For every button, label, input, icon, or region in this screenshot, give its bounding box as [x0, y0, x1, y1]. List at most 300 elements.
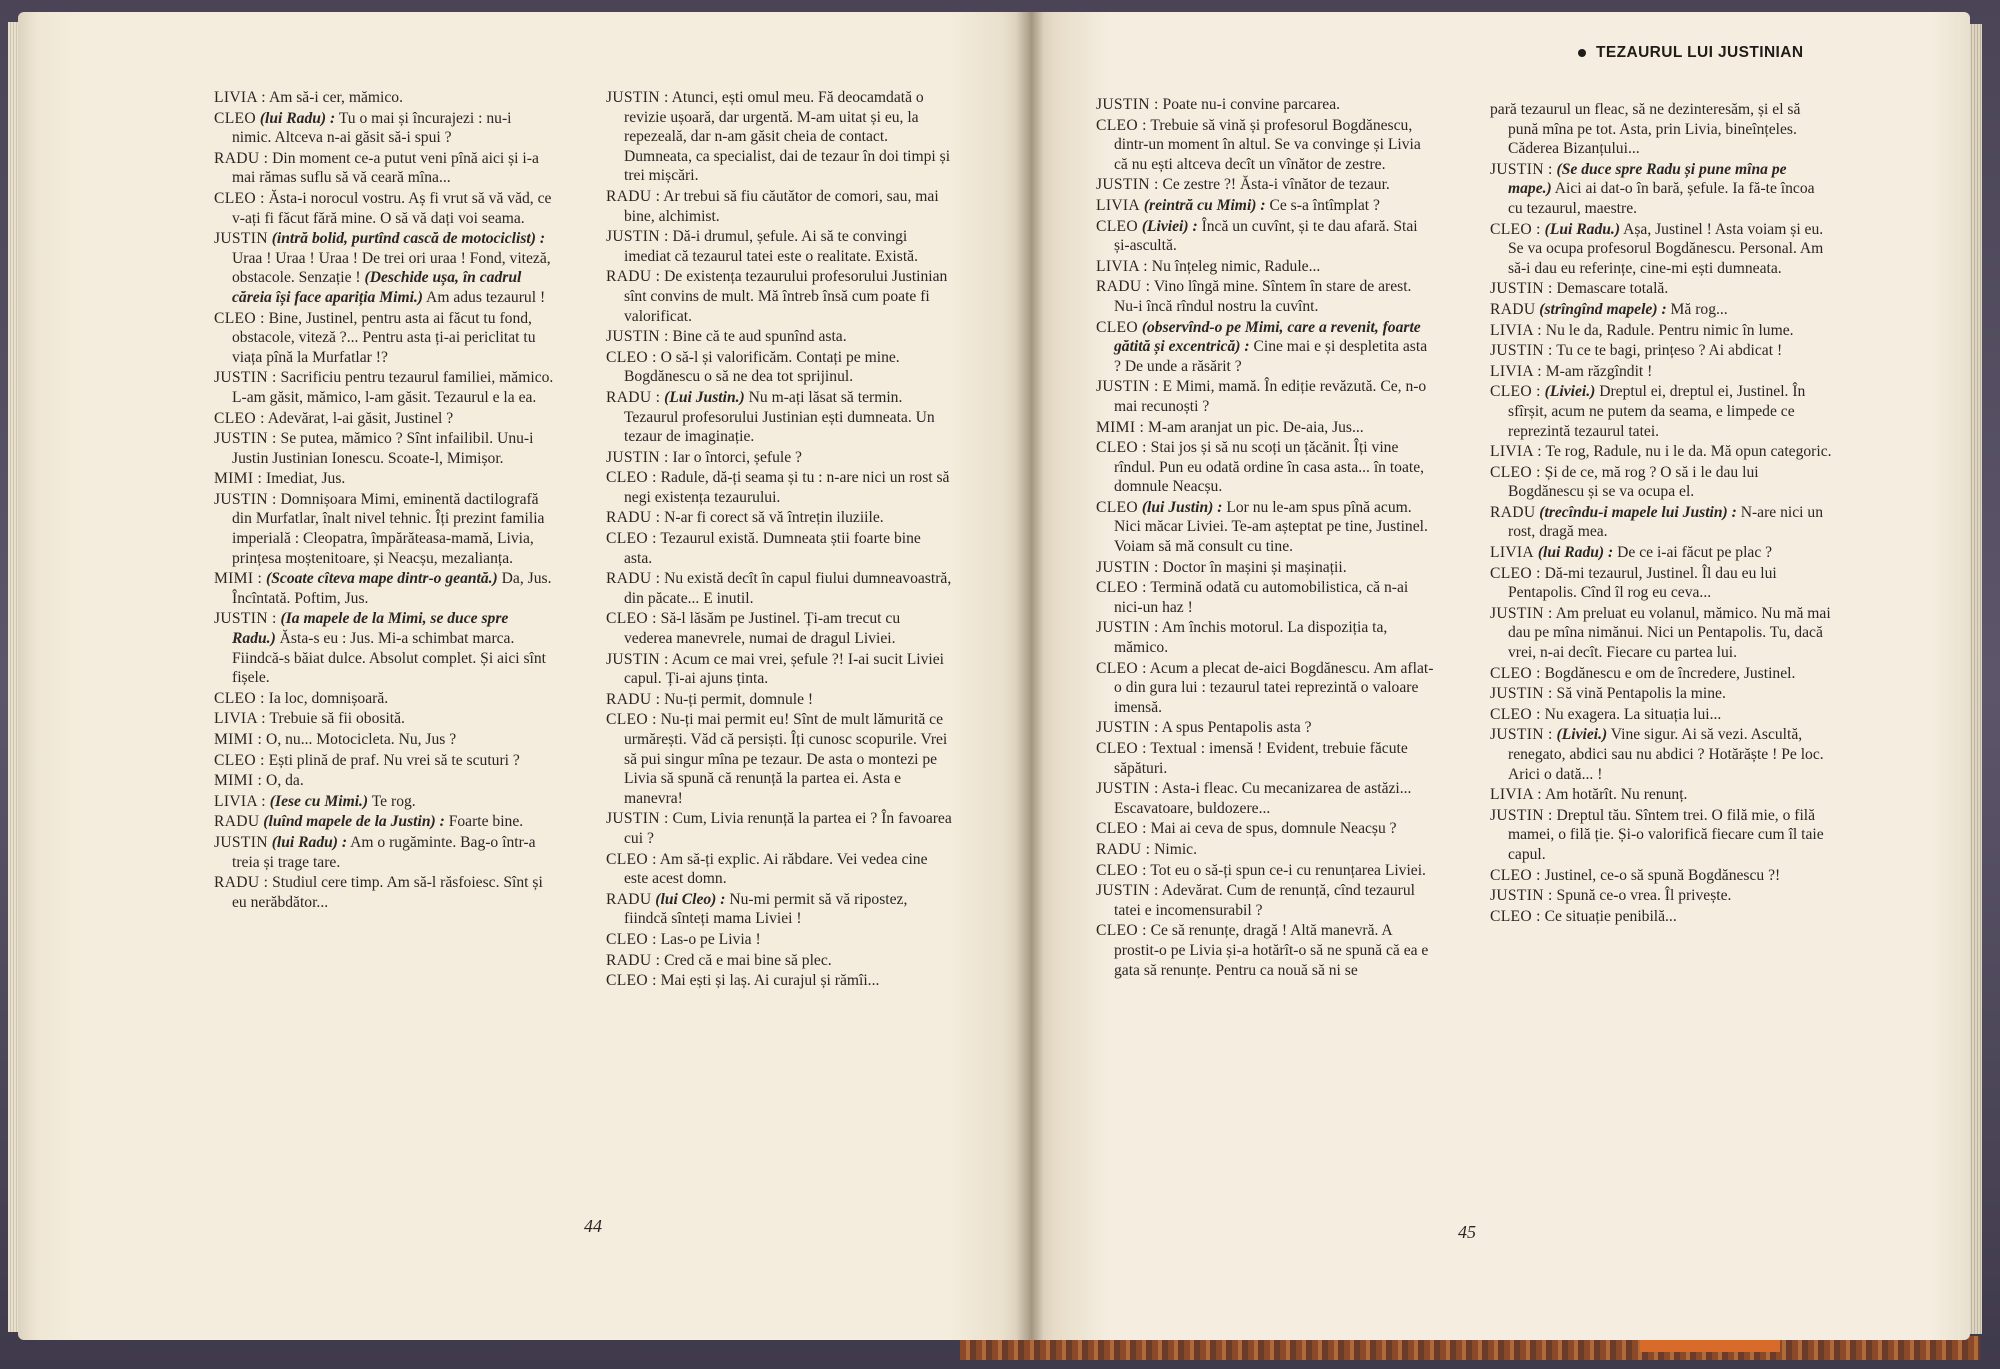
dialogue-line [606, 710, 952, 808]
stage-direction: (lui Justin) : [1137, 498, 1223, 516]
dialogue-text: Trebuie să vină și profesorul Bogdănescu, dintr-un moment în altul. Se va convinge și Livia că nu ești altceva decît un vînător de zestre. [1114, 116, 1421, 173]
dialogue-line [214, 88, 554, 108]
dialogue-text: Stai jos și să nu scoți un țăcănit. Îți vine rîndul. Pun eu odată ordine în casa asta... în toate, domnule Neacșu. [1114, 439, 1425, 496]
speaker-name: CLEO : [1490, 383, 1541, 401]
dialogue-text: Te rog. [368, 792, 416, 810]
dialogue-line [606, 448, 952, 468]
dialogue-line [606, 508, 952, 528]
dialogue-text: Sacrificiu pentru tezaurul familiei, mămico. L-am găsit, mămico, l-am găsit. Tezaurul e la ea. [232, 369, 554, 406]
dialogue-line [606, 609, 952, 648]
speaker-name: JUSTIN : [606, 810, 669, 828]
dialogue-line [214, 490, 554, 568]
speaker-name: JUSTIN : [1096, 619, 1159, 637]
dialogue-text: Poate nu-i convine parcarea. [1158, 96, 1341, 113]
dialogue-line [1096, 418, 1436, 438]
dialogue-text: Am preluat eu volanul, mămico. Nu mă mai dau pe mîna nimănui. Nici un Pentapolis. Tu, dacă vrei, n-ai decît. Fiecare cu partea lui. [1508, 604, 1831, 662]
dialogue-text: Cine mai e și despletita asta ? De unde a răsărit ? [1114, 338, 1428, 375]
speaker-name: CLEO : [1096, 116, 1147, 134]
speaker-name: JUSTIN : [1490, 887, 1553, 905]
dialogue-line [214, 689, 554, 709]
speaker-name: MIMI : [214, 470, 263, 488]
dialogue-line [1490, 300, 1832, 320]
dialogue-text: Iar o întorci, șefule ? [668, 448, 802, 466]
dialogue-line [214, 149, 554, 188]
dialogue-text: Tot eu o să-ți spun ce-i cu renunțarea Liviei. [1146, 861, 1426, 879]
speaker-name: CLEO [1096, 498, 1138, 516]
dialogue-text: Trebuie să fii obosită. [265, 710, 405, 728]
speaker-name: CLEO : [606, 711, 657, 729]
speaker-name: LIVIA [1096, 196, 1140, 214]
speaker-name: LIVIA : [1096, 257, 1148, 275]
dialogue-line [1096, 819, 1436, 839]
stage-direction: (intră bolid, purtînd cască de motociclist) : [267, 230, 546, 248]
speaker-name: CLEO : [606, 530, 657, 548]
dialogue-line [1490, 705, 1832, 725]
dialogue-text: Am să-i dau eu referințe, cine-mi ești dumneata. [1508, 240, 1824, 277]
speaker-name: LIVIA : [1490, 362, 1542, 380]
speaker-name: RADU [1490, 300, 1536, 318]
dialogue-text: Să-l lăsăm pe Justinel. Ți-am trecut cu vederea manevrele, numai de dragul Liviei. [624, 610, 901, 648]
dialogue-line [214, 709, 554, 729]
dialogue-line [214, 229, 554, 307]
dialogue-text: Ia loc, domnișoară. [264, 689, 389, 707]
dialogue-line [1490, 362, 1832, 382]
dialogue-text: Spună ce-o vrea. Îl privește. [1552, 887, 1732, 905]
dialogue-line [1490, 866, 1832, 886]
dialogue-text: Ar trebui să fiu căutător de comori, sau, mai bine, alchimist. [624, 187, 939, 225]
dialogue-text: Am o rugăminte. Bag-o într-a treia și trage tare. [232, 833, 536, 871]
dialogue-text: Absolut complet. Și aici sînt fișele. [232, 649, 547, 687]
speaker-name: CLEO : [1096, 659, 1147, 677]
dialogue-line [606, 227, 952, 266]
dialogue-text: Da, Jus. Încîntată. [232, 570, 552, 607]
speaker-name: RADU : [606, 268, 661, 286]
speaker-name: MIMI : [214, 772, 263, 790]
dialogue-line [214, 189, 554, 228]
dialogue-line [214, 368, 554, 407]
dialogue-line [214, 812, 554, 832]
dialogue-text: Ce s-a întîmplat ? [1265, 196, 1380, 214]
dialogue-line [1490, 382, 1832, 441]
dialogue-text: Așa, Justinel ! Asta voiam și eu. Se va ocupa profesorul Bogdănescu. Personal. [1508, 220, 1824, 258]
dialogue-text: Cum, Livia renunță la partea ei ? În favoarea cui ? [624, 810, 952, 847]
dialogue-text: Tu o mai și încurajezi : nu-i nimic. Altceva n-ai găsit să-i spui ? [232, 109, 512, 147]
text-column-4 [1490, 100, 1832, 927]
stage-direction: (lui Radu) : [1533, 544, 1614, 562]
dialogue-line [1490, 806, 1832, 865]
dialogue-text: De existența tezaurului profesorului Justinian sînt convins de mult. Mă întreb însă cum poate fi valorificat. [624, 268, 948, 325]
dialogue-text: Imediat, Jus. [262, 470, 346, 488]
speaker-name: JUSTIN : [1490, 685, 1553, 703]
dialogue-text: Am adus tezaurul ! [423, 288, 546, 306]
dialogue-text: De ce i-ai făcut pe plac ? [1613, 544, 1773, 562]
dialogue-text: Am să-ți explic. Ai răbdare. Vei vedea cine este acest domn. [624, 850, 928, 888]
dialogue-line [606, 388, 952, 447]
dialogue-text: Foarte bine. [444, 813, 524, 831]
dialogue-text: Mai ai ceva de spus, domnule Neacșu ? [1146, 820, 1397, 838]
speaker-name: LIVIA : [1490, 786, 1542, 804]
dialogue-line [1490, 279, 1832, 299]
dialogue-line [1096, 438, 1436, 497]
speaker-name: CLEO [214, 109, 256, 127]
bullet-icon [1578, 49, 1586, 57]
speaker-name: CLEO [1096, 318, 1138, 336]
dialogue-line [1490, 543, 1832, 563]
dialogue-text: O, nu... Motocicleta. Nu, Jus ? [262, 731, 457, 748]
dialogue-text: Las-o pe Livia ! [656, 930, 761, 948]
speaker-name: LIVIA [1490, 544, 1534, 562]
dialogue-line [1490, 785, 1832, 805]
dialogue-text: Se putea, mămico ? Sînt infailibil. Unu-i Justin Justinian Ionescu. Scoate-l, Mimișor. [232, 430, 534, 467]
dialogue-line [1096, 881, 1436, 920]
speaker-name: CLEO : [1096, 861, 1147, 879]
stage-direction: (luînd mapele de la Justin) : [259, 813, 445, 831]
speaker-name: JUSTIN : [1490, 342, 1553, 360]
speaker-name: LIVIA : [214, 792, 266, 810]
dialogue-text: Bine, Justinel, pentru asta ai făcut tu fond, obstacole, viteză ?... Pentru asta ți-ai periclitat tu viața pînă la Murfatlar !? [232, 309, 536, 366]
stage-direction: (strîngînd mapele) : [1535, 300, 1667, 318]
dialogue-text: Încă un cuvînt, și te dau afară. Stai și-ascultă. [1114, 217, 1418, 255]
dialogue-text: Ăsta-s eu : Jus. Mi-a schimbat marca. Fiindcă-s băiat dulce. [232, 630, 515, 667]
speaker-name: JUSTIN : [606, 228, 669, 246]
speaker-name: CLEO : [1490, 220, 1541, 238]
speaker-name: JUSTIN : [1096, 96, 1159, 113]
speaker-name: CLEO : [1096, 439, 1147, 457]
stage-direction: (Deschide ușa, în cadrul căreia își face apariția Mimi.) [232, 269, 522, 306]
dialogue-line [1490, 886, 1832, 906]
dialogue-line [1490, 220, 1832, 279]
dialogue-text: Aici ai dat-o în bară, șefule. [1551, 180, 1729, 198]
speaker-name: CLEO : [606, 610, 657, 628]
dialogue-text: E Mimi, mamă. În ediție revăzută. Ce, n-o mai recunoști ? [1114, 378, 1427, 415]
dialogue-line [1096, 318, 1436, 377]
dialogue-line [1490, 160, 1832, 219]
speaker-name: JUSTIN [214, 230, 268, 248]
dialogue-line [214, 730, 554, 750]
speaker-name: JUSTIN : [1096, 780, 1159, 798]
dialogue-text: N-ar fi corect să vă întrețin iluziile. [660, 509, 884, 527]
speaker-name: JUSTIN : [1096, 176, 1159, 194]
dialogue-line [1096, 175, 1436, 195]
dialogue-text: M-am aranjat un pic. De-aia, Jus... [1144, 418, 1364, 436]
dialogue-text: Nu m-ați lăsat să termin. [744, 388, 903, 406]
dialogue-text: Asta-i fleac. Cu mecanizarea de astăzi... Escavatoare, buldozere... [1114, 780, 1412, 817]
dialogue-text: Ce să renunțe, dragă ! Altă manevră. A prostit-o pe Livia și-a hotărît-o să ne spună că ea e gata să renunțe. Pentru ca nouă să ni se [1114, 922, 1429, 979]
speaker-name: LIVIA : [1490, 321, 1542, 339]
dialogue-line [1096, 739, 1436, 778]
dialogue-text: Ia fă-te încoa cu tezaurul, maestre. [1508, 180, 1815, 217]
speaker-name: JUSTIN : [214, 610, 277, 628]
speaker-name: RADU : [606, 690, 661, 708]
dialogue-line [214, 833, 554, 872]
stage-direction: (Ia mapele de la Mimi, se duce spre Radu.) [232, 610, 509, 648]
dialogue-text: Studiul cere timp. Am să-l răsfoiesc. Sînt și eu nerăbdător... [232, 874, 543, 911]
dialogue-line [1096, 718, 1436, 738]
dialogue-line [1096, 558, 1436, 578]
dialogue-text: Am închis motorul. La dispoziția ta, mămico. [1114, 619, 1388, 657]
speaker-name: JUSTIN : [1096, 719, 1159, 737]
dialogue-line [606, 890, 952, 929]
dialogue-line [606, 327, 952, 347]
speaker-name: CLEO : [1490, 907, 1541, 925]
stage-direction: (Liviei) : [1137, 217, 1198, 235]
speaker-name: CLEO : [214, 309, 265, 327]
speaker-name: CLEO : [1490, 705, 1541, 723]
speaker-name: MIMI : [1096, 418, 1145, 436]
dialogue-text: Nu exagera. La situația lui... [1540, 705, 1722, 723]
dialogue-line [1490, 503, 1832, 542]
speaker-name: RADU : [214, 874, 269, 892]
speaker-name: RADU : [606, 951, 661, 969]
dialogue-text: Nimic. [1150, 840, 1197, 858]
speaker-name: JUSTIN : [214, 430, 277, 448]
speaker-name: JUSTIN : [606, 89, 669, 106]
dialogue-text: Am hotărît. Nu renunț. [1541, 786, 1688, 804]
dialogue-text: Adevărat, l-ai găsit, Justinel ? [264, 409, 454, 427]
dialogue-line [214, 751, 554, 771]
dialogue-line [1096, 217, 1436, 256]
speaker-name: LIVIA : [1490, 443, 1542, 461]
dialogue-text: Radule, dă-ți seama și tu : n-are nici un rost să negi existența tezaurului. [624, 469, 950, 506]
dialogue-text: Și de ce, mă rog ? O să i le dau lui Bogdănescu și se va ocupa el. [1508, 463, 1759, 501]
dialogue-line [606, 930, 952, 950]
dialogue-text: Nu-ți permit, domnule ! [660, 690, 814, 708]
dialogue-text: Tezaurul există. Dumneata știi foarte bine asta. [624, 530, 921, 567]
dialogue-line [606, 529, 952, 568]
dialogue-line [606, 809, 952, 848]
text-column-3 [1096, 95, 1436, 981]
dialogue-line [606, 468, 952, 507]
speaker-name: CLEO : [1096, 579, 1147, 597]
speaker-name: CLEO : [1096, 922, 1147, 940]
dialogue-line [1490, 341, 1832, 361]
speaker-name: CLEO : [214, 409, 265, 427]
speaker-name: JUSTIN : [606, 328, 669, 346]
dialogue-text: Uraa ! Uraa ! Uraa ! De trei ori uraa ! Fond, viteză, obstacole. Senzație ! [232, 249, 551, 287]
dialogue-text: Nu le da, Radule. Pentru nimic în lume. [1541, 321, 1794, 339]
dialogue-text: Tezaurul profesorului Justinian ești dumneata. Un tezaur de imaginație. [624, 408, 935, 446]
dialogue-text: Nu înțeleg nimic, Radule... [1147, 257, 1321, 275]
stage-direction: (lui Cleo) : [651, 890, 726, 908]
dialogue-line [1096, 779, 1436, 818]
speaker-name: RADU : [606, 509, 661, 527]
stage-direction: (Iese cu Mimi.) [265, 792, 369, 810]
dialogue-line [1490, 442, 1832, 462]
dialogue-text: Ce situație penibilă... [1540, 907, 1677, 925]
dialogue-text: O, da. [262, 772, 304, 790]
speaker-name: JUSTIN : [1490, 280, 1553, 298]
text-column-2 [606, 88, 952, 992]
dialogue-line [214, 409, 554, 429]
dialogue-line [1096, 840, 1436, 860]
speaker-name: CLEO [1096, 217, 1138, 235]
dialogue-line [606, 88, 952, 186]
dialogue-line [606, 690, 952, 710]
speaker-name: JUSTIN : [1096, 378, 1159, 396]
dialogue-line [606, 850, 952, 889]
speaker-name: RADU [606, 890, 652, 908]
dialogue-text: Textual : imensă ! Evident, trebuie făcute săpături. [1114, 740, 1408, 777]
speaker-name: CLEO : [1096, 820, 1147, 838]
speaker-name: CLEO : [214, 751, 265, 769]
page-number-left: 44 [584, 1216, 602, 1236]
speaker-name: CLEO : [1490, 463, 1541, 481]
dialogue-text: Ascultă, renegato, abdici sau nu abdici ? Hotărăște ! Pe loc. Arici o dată... ! [1508, 726, 1824, 783]
speaker-name: CLEO : [606, 930, 657, 948]
speaker-name: RADU : [214, 149, 269, 167]
stage-direction: (Liviei.) [1540, 383, 1596, 401]
dialogue-line [214, 873, 554, 912]
dialogue-line [606, 569, 952, 608]
speaker-name: JUSTIN : [1096, 558, 1159, 576]
speaker-name: CLEO : [1096, 740, 1147, 757]
dialogue-line [214, 771, 554, 791]
dialogue-line [1096, 659, 1436, 718]
dialogue-line [214, 609, 554, 687]
dialogue-line [606, 951, 952, 971]
dialogue-line [1096, 116, 1436, 175]
dialogue-text: O să-l și valorificăm. Contați pe mine. Bogdănescu o să ne dea tot sprijinul. [624, 348, 900, 386]
dialogue-line [1096, 861, 1436, 881]
dialogue-text: Termină odată cu automobilistica, că n-ai nici-un haz ! [1114, 579, 1409, 616]
dialogue-line [1490, 725, 1832, 784]
dialogue-text: Cred că e mai bine să plec. [660, 951, 832, 969]
speaker-name: LIVIA : [214, 710, 266, 728]
dialogue-text: Poftim, Jus. [290, 589, 369, 607]
dialogue-text: M-am răzgîndit ! [1541, 362, 1653, 380]
dialogue-text: Lor nu le-am spus pînă acum. Nici măcar Liviei. Te-am așteptat pe tine, Justinel. Voiam să mă consult cu tine. [1114, 498, 1428, 556]
stage-direction: (Lui Justin.) [660, 388, 745, 406]
speaker-name: JUSTIN : [1490, 160, 1553, 178]
dialogue-line [1490, 100, 1832, 159]
dialogue-text: pară tezaurul un fleac, să ne dezinteresăm, și el să pună mîna pe tot. Asta, prin Livia, bineînțeles. Căderea Bizanțului... [1490, 101, 1801, 158]
dialogue-line [214, 569, 554, 608]
dialogue-line [1096, 578, 1436, 617]
dialogue-line [1490, 664, 1832, 684]
dialogue-line [1490, 321, 1832, 341]
dialogue-line [1490, 564, 1832, 603]
speaker-name: RADU : [1096, 840, 1151, 858]
dialogue-line [214, 109, 554, 148]
dialogue-text: Adevărat. Cum de renunță, cînd tezaurul tatei e incomensurabil ? [1114, 882, 1415, 919]
stage-direction: (reintră cu Mimi) : [1139, 196, 1266, 214]
speaker-name: CLEO : [606, 469, 657, 487]
stage-direction: (Scoate cîteva mape dintr-o geantă.) [262, 570, 498, 588]
stage-direction: (lui Radu) : [255, 109, 336, 127]
dialogue-text: Dă-i drumul, șefule. Ai să te convingi imediat că tezaurul tatei este o realitate. Există. [624, 228, 918, 265]
speaker-name: RADU : [1096, 278, 1151, 296]
dialogue-text: Din moment ce-a putut veni pînă aici și i-a mai rămas suflu să vă ceară mîna... [232, 149, 539, 187]
speaker-name: JUSTIN : [606, 650, 669, 668]
speaker-name: JUSTIN : [1490, 604, 1553, 622]
stage-direction: (lui Radu) : [267, 833, 348, 851]
dialogue-line [1096, 921, 1436, 980]
dialogue-text: Nu-mi permit să vă ripostez, fiindcă sînteți mama Liviei ! [624, 890, 908, 928]
dialogue-text: Atunci, ești omul meu. Fă deocamdată o revizie ușoară, dar urgentă. M-am uitat și eu, la repezeală, dar n-am găsit cheia de contact. Dumneata, ca specialist, dai de tezaur în doi timpi și trei mișcări. [624, 89, 951, 185]
text-column-1 [214, 88, 554, 913]
dialogue-line [1096, 498, 1436, 557]
dialogue-line [1096, 257, 1436, 277]
dialogue-line [606, 650, 952, 689]
dialogue-text: Doctor în mașini și mașinații. [1158, 558, 1347, 576]
dialogue-line [214, 309, 554, 368]
stage-direction: (observînd-o pe Mimi, care a revenit, foarte gătită și excentrică) : [1114, 318, 1421, 356]
speaker-name: CLEO : [606, 348, 657, 366]
page-number-right: 45 [1458, 1222, 1476, 1242]
dialogue-text: Demascare totală. [1552, 280, 1669, 298]
dialogue-text: Justinel, ce-o să spună Bogdănescu ?! [1540, 866, 1781, 884]
dialogue-line [1096, 95, 1436, 115]
dialogue-text: Tu ce te bagi, prințeso ? Ai abdicat ! [1552, 342, 1783, 360]
dialogue-line [214, 429, 554, 468]
dialogue-text: Mai ești și laș. Ai curajul și rămîi... [656, 972, 880, 990]
dialogue-line [606, 348, 952, 387]
dialogue-line [214, 469, 554, 489]
dialogue-text: A spus Pentapolis asta ? [1158, 719, 1312, 737]
speaker-name: JUSTIN : [1096, 882, 1159, 900]
speaker-name: JUSTIN : [1490, 726, 1553, 744]
speaker-name: CLEO : [606, 850, 657, 868]
dialogue-line [214, 792, 554, 812]
book-gutter [1016, 12, 1044, 1340]
dialogue-text: Să vină Pentapolis la mine. [1552, 685, 1726, 703]
dialogue-line [1096, 277, 1436, 316]
dialogue-line [606, 971, 952, 991]
dialogue-text: Dreptul ei, dreptul ei, Justinel. [1595, 383, 1789, 401]
speaker-name: MIMI : [214, 570, 263, 588]
dialogue-text: Nu există decît în capul fiului dumneavoastră, din păcate... E inutil. [624, 570, 952, 607]
dialogue-text: N-are nici un rost, dragă mea. [1508, 503, 1823, 541]
speaker-name: JUSTIN [214, 833, 268, 851]
dialogue-line [1490, 907, 1832, 927]
speaker-name: CLEO : [606, 972, 657, 990]
stage-direction: (Liviei.) [1552, 726, 1608, 744]
speaker-name: CLEO : [214, 189, 265, 207]
running-header-title: TEZAURUL LUI JUSTINIAN [1596, 44, 1804, 61]
dialogue-line [1096, 377, 1436, 416]
dialogue-line [1490, 684, 1832, 704]
dialogue-text: Mă rog... [1666, 300, 1728, 318]
dialogue-line [1096, 196, 1436, 216]
dialogue-text: Ești plină de praf. Nu vrei să te scuturi ? [264, 751, 520, 769]
dialogue-text: Acum ce mai vrei, șefule ?! I-ai sucit Liviei capul. Ți-ai ajuns ținta. [624, 650, 945, 688]
dialogue-text: Dă-mi tezaurul, Justinel. Îl dau eu lui Pentapolis. Cînd îl rog eu ceva... [1508, 564, 1777, 602]
stage-direction: (trecîndu-i mapele lui Justin) : [1535, 503, 1737, 521]
stage-direction: (Se duce spre Radu și pune mîna pe mape.) [1508, 160, 1787, 198]
stage-direction: (Lui Radu.) [1540, 220, 1621, 238]
speaker-name: JUSTIN : [606, 448, 669, 466]
speaker-name: RADU [214, 813, 260, 831]
speaker-name: JUSTIN : [214, 490, 277, 508]
speaker-name: CLEO : [1490, 664, 1541, 682]
dialogue-line [1490, 604, 1832, 663]
dialogue-line [1490, 463, 1832, 502]
speaker-name: MIMI : [214, 731, 263, 748]
dialogue-text: Vino lîngă mine. Sîntem în stare de arest. Nu-i încă rîndul nostru la cuvînt. [1114, 278, 1412, 315]
speaker-name: RADU : [606, 187, 661, 205]
speaker-name: LIVIA : [214, 89, 266, 106]
dialogue-text: Bogdănescu e om de încredere, Justinel. [1540, 664, 1796, 682]
dialogue-text: Te rog, Radule, nu i le da. Mă opun categoric. [1541, 443, 1832, 461]
speaker-name: RADU : [606, 388, 661, 406]
speaker-name: RADU [1490, 503, 1536, 521]
dialogue-text: Nu-ți mai permit eu! Sînt de mult lămurită ce urmărești. Văd că persiști. Îți cunosc scopurile. Vrei să pui singur mîna pe tezaur. De asta o montezi pe Livia să spună că renunță la partea ei. Asta e manevra! [624, 711, 948, 807]
dialogue-text: Ce zestre ?! Ăsta-i vînător de tezaur. [1158, 176, 1390, 194]
speaker-name: RADU : [606, 570, 661, 588]
dialogue-text: Bine că te aud spunînd asta. [668, 328, 847, 346]
speaker-name: CLEO : [1490, 564, 1541, 582]
dialogue-text: Ăsta-i norocul vostru. Aș fi vrut să vă văd, ce v-ați fi făcut fără mine. O să vă dați voi seama. [232, 189, 552, 227]
